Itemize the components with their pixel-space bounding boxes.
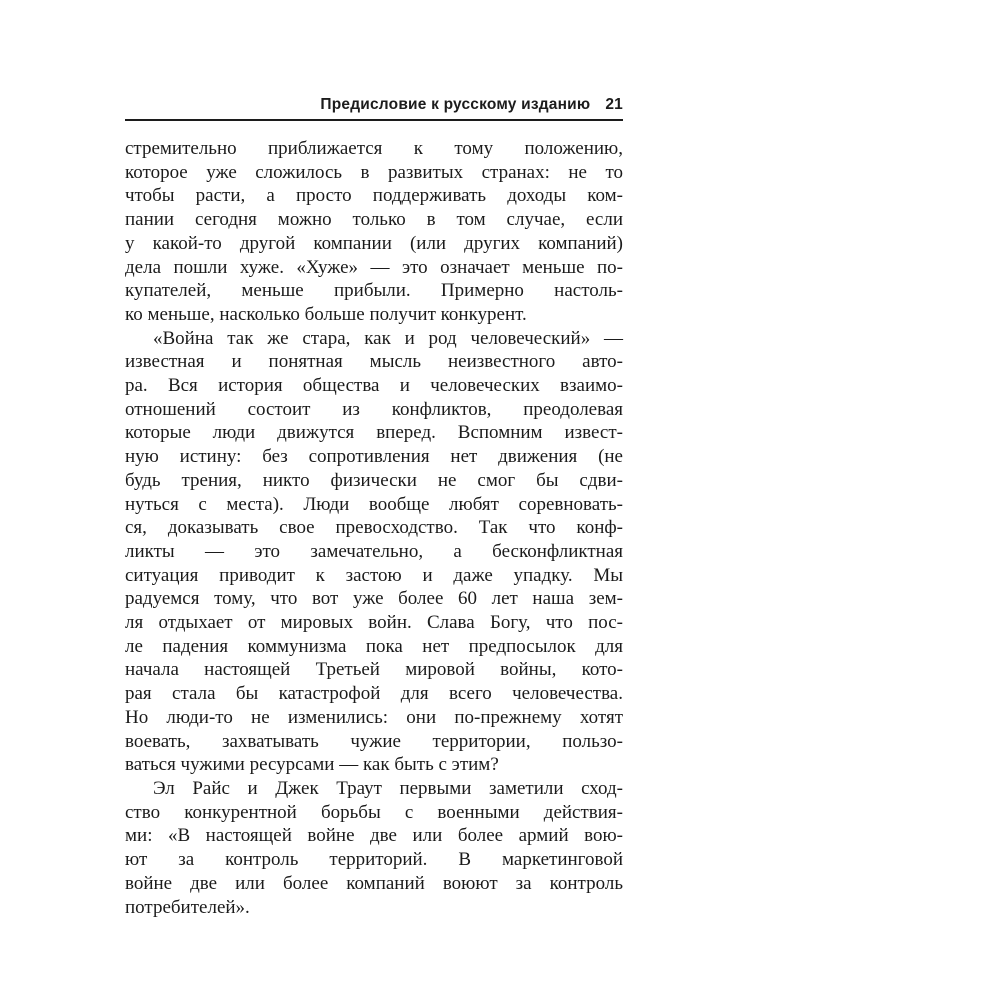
text-line: воевать, захватывать чужие территории, пользо- xyxy=(125,730,623,752)
text-line: ко меньше, насколько больше получит конкурент. xyxy=(125,303,527,325)
text-line: нуться с места). Люди вообще любят соревновать- xyxy=(125,493,623,515)
text-line: отношений состоит из конфликтов, преодолевая xyxy=(125,398,623,420)
text-column xyxy=(125,96,623,919)
text-line: ную истину: без сопротивления нет движения (не xyxy=(125,446,623,468)
text-line: Но люди-то не изменились: они по-прежнему хотят xyxy=(125,706,623,728)
text-line: ле падения коммунизма пока нет предпосылок для xyxy=(125,635,623,657)
text-line: которые люди движутся вперед. Вспомним извест- xyxy=(125,422,623,444)
text-line: войне две или более компаний воюют за контроль xyxy=(125,872,623,894)
text-line: начала настоящей Третьей мировой войны, кото- xyxy=(125,659,623,681)
text-line: ваться чужими ресурсами — как быть с этим? xyxy=(125,754,499,776)
text-line: потребителей». xyxy=(125,896,250,918)
text-line: ство конкурентной борьбы с военными действия- xyxy=(125,801,623,823)
text-line: «Война так же стара, как и род человеческий» — xyxy=(153,327,623,349)
paragraph xyxy=(125,327,623,777)
text-line: рая стала бы катастрофой для всего человечества. xyxy=(125,683,623,705)
text-line: будь трения, никто физически не смог бы сдви- xyxy=(125,469,623,491)
text-line: купателей, меньше прибыли. Примерно настоль- xyxy=(125,280,623,302)
text-line: ликты — это замечательно, а бесконфликтная xyxy=(125,540,623,562)
text-line: радуемся тому, что вот уже более 60 лет наша зем- xyxy=(125,588,623,610)
text-line: ситуация приводит к застою и даже упадку. Мы xyxy=(125,564,623,586)
text-line: дела пошли хуже. «Хуже» — это означает меньше по- xyxy=(125,256,623,278)
text-line: Эл Райс и Джек Траут первыми заметили сход- xyxy=(153,777,623,799)
text-line: ют за контроль территорий. В маркетинговой xyxy=(125,849,623,871)
text-line: чтобы расти, а просто поддерживать доходы ком- xyxy=(125,185,623,207)
body-text xyxy=(125,137,623,919)
running-header-title: Предисловие к русскому изданию xyxy=(320,96,591,113)
paragraph xyxy=(125,777,623,919)
text-line: которое уже сложилось в развитых странах: не то xyxy=(125,161,623,183)
text-line: ся, доказывать свое превосходство. Так что конф- xyxy=(125,517,623,539)
paragraph xyxy=(125,137,623,327)
text-line: у какой-то другой компании (или других компаний) xyxy=(125,232,623,254)
running-header xyxy=(125,96,623,121)
page-number: 21 xyxy=(605,96,623,113)
text-line: известная и понятная мысль неизвестного авто- xyxy=(125,351,623,373)
text-line: стремительно приближается к тому положению, xyxy=(125,138,623,159)
text-line: ми: «В настоящей войне две или более армий вою- xyxy=(125,825,623,847)
text-line: пании сегодня можно только в том случае, если xyxy=(125,209,623,231)
text-line: ля отдыхает от мировых войн. Слава Богу, что пос- xyxy=(125,612,623,634)
text-line: ра. Вся история общества и человеческих взаимо- xyxy=(125,375,623,397)
